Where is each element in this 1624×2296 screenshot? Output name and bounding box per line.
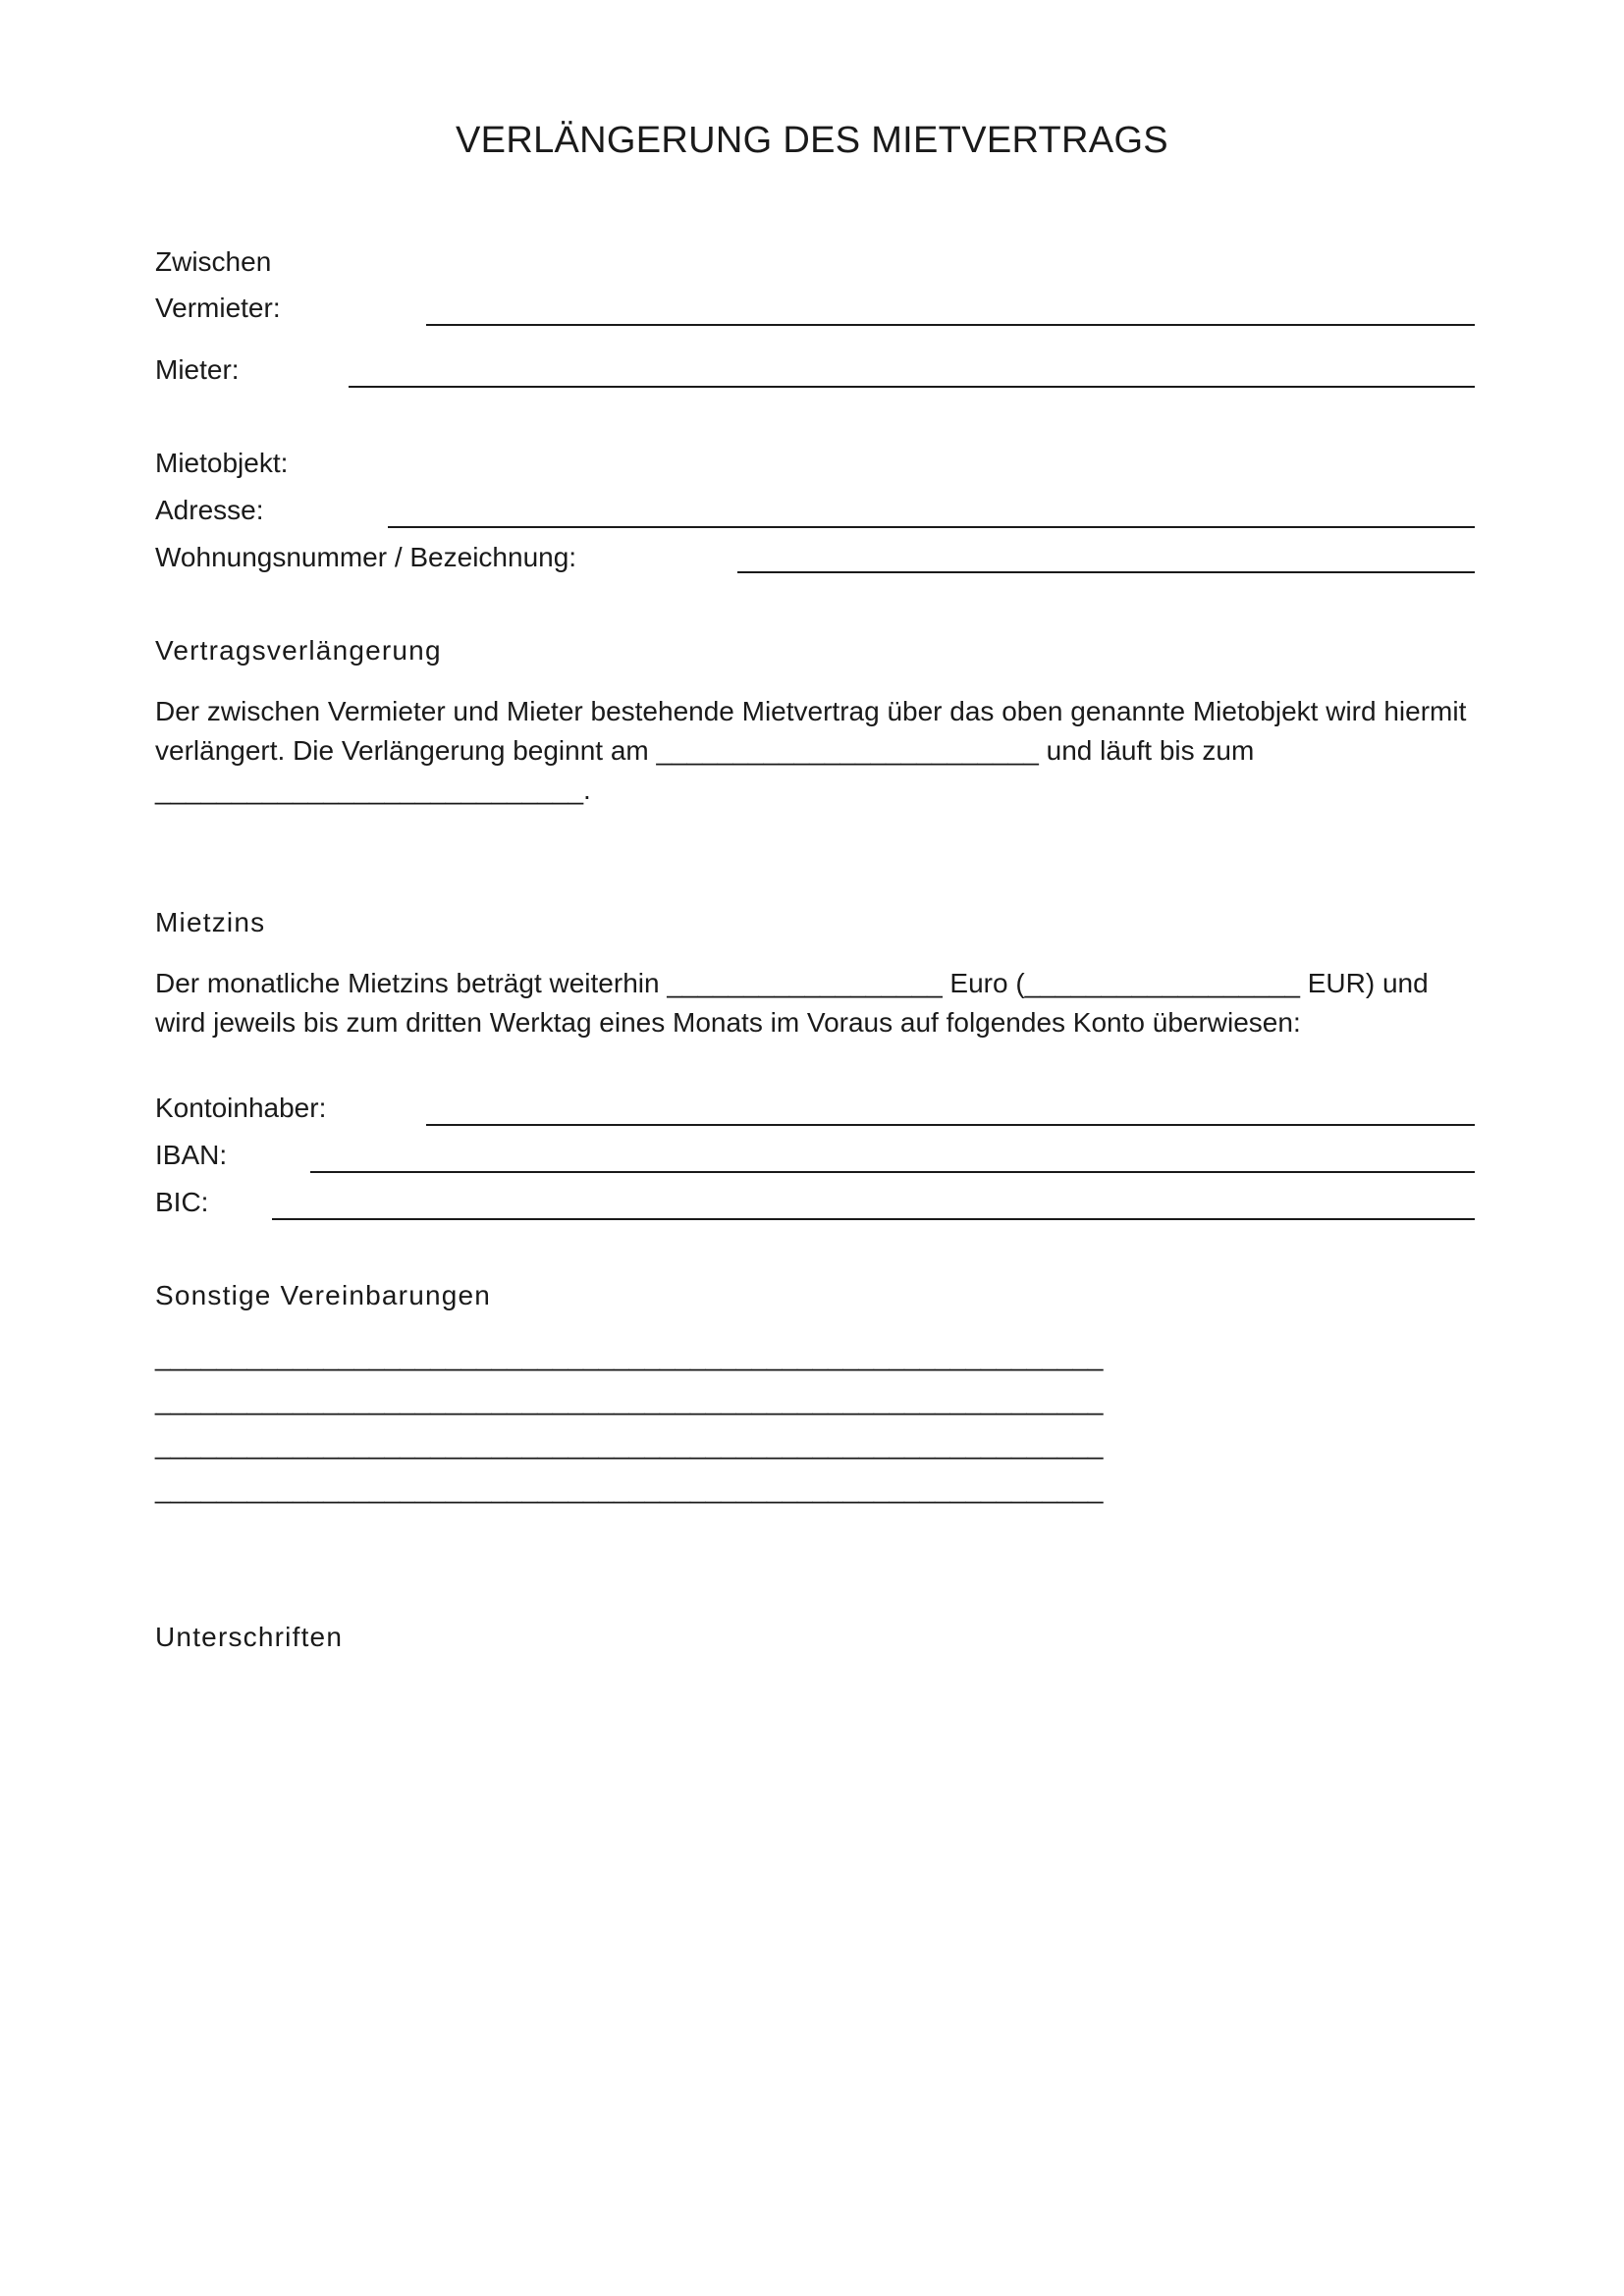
account-holder-label: Kontoinhaber: (155, 1093, 327, 1123)
tenant-label: Mieter: (155, 354, 240, 385)
landlord-field[interactable] (426, 324, 1475, 326)
extension-text-line-2: verlängert. Die Verlängerung beginnt am _________________________ und läuft bis zum (155, 735, 1255, 766)
tenant-field[interactable] (349, 386, 1475, 388)
other-agreements-line[interactable]: ______________________________________________________________ (155, 1341, 1104, 1371)
other-agreements-line[interactable]: ______________________________________________________________ (155, 1473, 1104, 1504)
iban-field[interactable] (310, 1171, 1475, 1173)
address-field[interactable] (388, 526, 1475, 528)
document-title: VERLÄNGERUNG DES MIETVERTRAGS (456, 120, 1168, 161)
unit-label: Wohnungsnummer / Bezeichnung: (155, 542, 577, 572)
other-agreements-heading: Sonstige Vereinbarungen (155, 1280, 492, 1310)
signatures-heading: Unterschriften (155, 1622, 344, 1652)
iban-label: IBAN: (155, 1140, 228, 1170)
rent-text-line-2: wird jeweils bis zum dritten Werktag eines Monats im Voraus auf folgendes Konto überwiesen: (155, 1007, 1301, 1038)
landlord-label: Vermieter: (155, 293, 281, 323)
rent-heading: Mietzins (155, 907, 266, 937)
unit-field[interactable] (737, 571, 1475, 573)
extension-text-line-3: ____________________________. (155, 774, 591, 805)
other-agreements-line[interactable]: ______________________________________________________________ (155, 1429, 1104, 1460)
other-agreements-line[interactable]: ______________________________________________________________ (155, 1385, 1104, 1415)
rent-text-line-1: Der monatliche Mietzins beträgt weiterhin __________________ Euro (__________________ EUR) und (155, 968, 1429, 998)
extension-text-line-1: Der zwischen Vermieter und Mieter bestehende Mietvertrag über das oben genannte Mietobjekt wird hiermit (155, 696, 1467, 726)
bic-field[interactable] (272, 1218, 1475, 1220)
parties-intro: Zwischen (155, 246, 272, 277)
address-label: Adresse: (155, 495, 264, 525)
property-heading: Mietobjekt: (155, 448, 289, 478)
extension-heading: Vertragsverlängerung (155, 635, 442, 666)
bic-label: BIC: (155, 1187, 209, 1217)
account-holder-field[interactable] (426, 1124, 1475, 1126)
